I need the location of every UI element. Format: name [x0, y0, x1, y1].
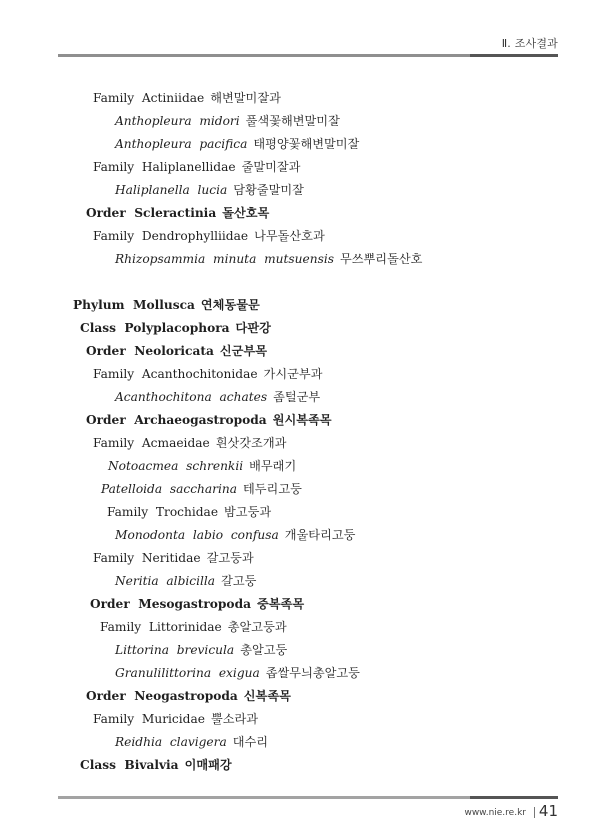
- korean-name: 원시복족목: [272, 413, 332, 427]
- taxon-row-species: [115, 113, 340, 129]
- scientific-name: Family Neritidae: [93, 551, 201, 565]
- taxon-row-family: [93, 228, 325, 244]
- taxon-row-species: [115, 527, 355, 543]
- page-number: 41: [538, 802, 558, 820]
- section-label: Ⅱ. 조사결과: [501, 37, 558, 50]
- scientific-name: Family Acmaeidae: [93, 436, 210, 450]
- scientific-name: Family Dendrophylliidae: [93, 229, 249, 243]
- scientific-name: Anthopleura midori: [115, 114, 240, 128]
- scientific-name: Family Actiniidae: [93, 91, 205, 105]
- korean-name: 신복족목: [243, 689, 291, 703]
- scientific-name: Order Scleractinia: [86, 206, 217, 220]
- scientific-name: Family Trochidae: [107, 505, 219, 519]
- scientific-name: Reidhia clavigera: [115, 735, 227, 749]
- scientific-name: Order Archaeogastropoda: [86, 413, 267, 427]
- korean-name: 갈고둥과: [206, 551, 254, 565]
- taxon-row-species: [115, 665, 360, 681]
- taxon-row-species: [115, 182, 304, 198]
- taxon-row-order: [86, 343, 267, 359]
- scientific-name: Monodonta labio confusa: [115, 528, 279, 542]
- korean-name: 뿔소라과: [210, 712, 259, 726]
- taxon-row-phylum: [73, 297, 260, 313]
- scientific-name: Phylum Mollusca: [73, 298, 195, 312]
- taxon-row-species: [115, 642, 287, 658]
- taxon-row-family: [93, 159, 300, 175]
- korean-name: 신군부목: [219, 344, 267, 358]
- scientific-name: Family Acanthochitonidae: [93, 367, 258, 381]
- korean-name: 다판강: [235, 321, 271, 335]
- scientific-name: Anthopleura pacifica: [115, 137, 248, 151]
- korean-name: 가시군부과: [263, 367, 323, 381]
- footer-rule-accent: [470, 796, 558, 799]
- korean-name: 밤고둥과: [224, 505, 272, 519]
- taxon-row-family: [107, 504, 271, 520]
- scientific-name: Family Muricidae: [93, 712, 205, 726]
- taxon-row-family: [93, 711, 258, 727]
- korean-name: 이매패강: [184, 758, 232, 772]
- taxon-row-order: [86, 412, 332, 428]
- korean-name: 풀색꽃해변말미잘: [245, 114, 340, 128]
- taxon-row-class: [80, 320, 271, 336]
- scientific-name: Acanthochitona achates: [115, 390, 268, 404]
- scientific-name: Patelloida saccharina: [101, 482, 238, 496]
- korean-name: 대수리: [232, 735, 269, 749]
- korean-name: 줄말미잘과: [241, 160, 301, 174]
- scientific-name: Order Mesogastropoda: [90, 597, 251, 611]
- scientific-name: Neritia albicilla: [115, 574, 216, 588]
- taxon-row-family: [93, 435, 286, 451]
- taxon-row-species: [115, 734, 268, 750]
- taxon-row-family: [93, 550, 254, 566]
- taxon-row-species: [115, 136, 359, 152]
- scientific-name: Rhizopsammia minuta mutsuensis: [115, 252, 334, 266]
- korean-name: 테두리고둥: [243, 482, 302, 496]
- taxon-row-order: [90, 596, 304, 612]
- taxon-row-species: [115, 389, 320, 405]
- taxon-row-species: [101, 481, 302, 497]
- scientific-name: Family Littorinidae: [100, 620, 222, 634]
- korean-name: 좁쌀무늬총알고둥: [265, 666, 360, 680]
- scientific-name: Order Neoloricata: [86, 344, 214, 358]
- header-rule-accent: [470, 54, 558, 57]
- korean-name: 흰삿갓조개과: [215, 436, 287, 450]
- korean-name: 돌산호목: [222, 206, 270, 220]
- korean-name: 해변말미잘과: [210, 91, 281, 105]
- taxon-row-family: [93, 90, 281, 106]
- scientific-name: Littorina brevicula: [115, 643, 235, 657]
- taxon-row-species: [115, 251, 422, 267]
- scientific-name: Order Neogastropoda: [86, 689, 238, 703]
- korean-name: 중복족목: [257, 597, 305, 611]
- scientific-name: Haliplanella lucia: [115, 183, 228, 197]
- korean-name: 연체동물문: [200, 298, 260, 312]
- taxon-row-class: [80, 757, 232, 773]
- footer-separator: [534, 807, 535, 818]
- korean-name: 좀털군부: [273, 390, 321, 404]
- scientific-name: Class Polyplacophora: [80, 321, 230, 335]
- scientific-name: Class Bivalvia: [80, 758, 179, 772]
- korean-name: 담황줄말미잘: [233, 183, 304, 197]
- footer-url: www.nie.re.kr: [464, 808, 526, 818]
- taxon-row-family: [100, 619, 287, 635]
- taxon-row-family: [93, 366, 322, 382]
- scientific-name: Notoacmea schrenkii: [108, 459, 244, 473]
- taxon-row-species: [115, 573, 256, 589]
- korean-name: 배무래기: [249, 459, 297, 473]
- korean-name: 무쓰뿌리돌산호: [339, 252, 423, 266]
- korean-name: 태평양꽃해변말미잘: [253, 137, 360, 151]
- korean-name: 개울타리고둥: [284, 528, 356, 542]
- page-header: [0, 0, 616, 60]
- taxon-row-order: [86, 688, 291, 704]
- korean-name: 총알고둥과: [227, 620, 287, 634]
- korean-name: 나무돌산호과: [254, 229, 325, 243]
- taxon-row-species: [108, 458, 296, 474]
- scientific-name: Granulilittorina exigua: [115, 666, 260, 680]
- korean-name: 갈고둥: [221, 574, 257, 588]
- taxon-row-order: [86, 205, 269, 221]
- korean-name: 총알고둥: [240, 643, 288, 657]
- scientific-name: Family Haliplanellidae: [93, 160, 236, 174]
